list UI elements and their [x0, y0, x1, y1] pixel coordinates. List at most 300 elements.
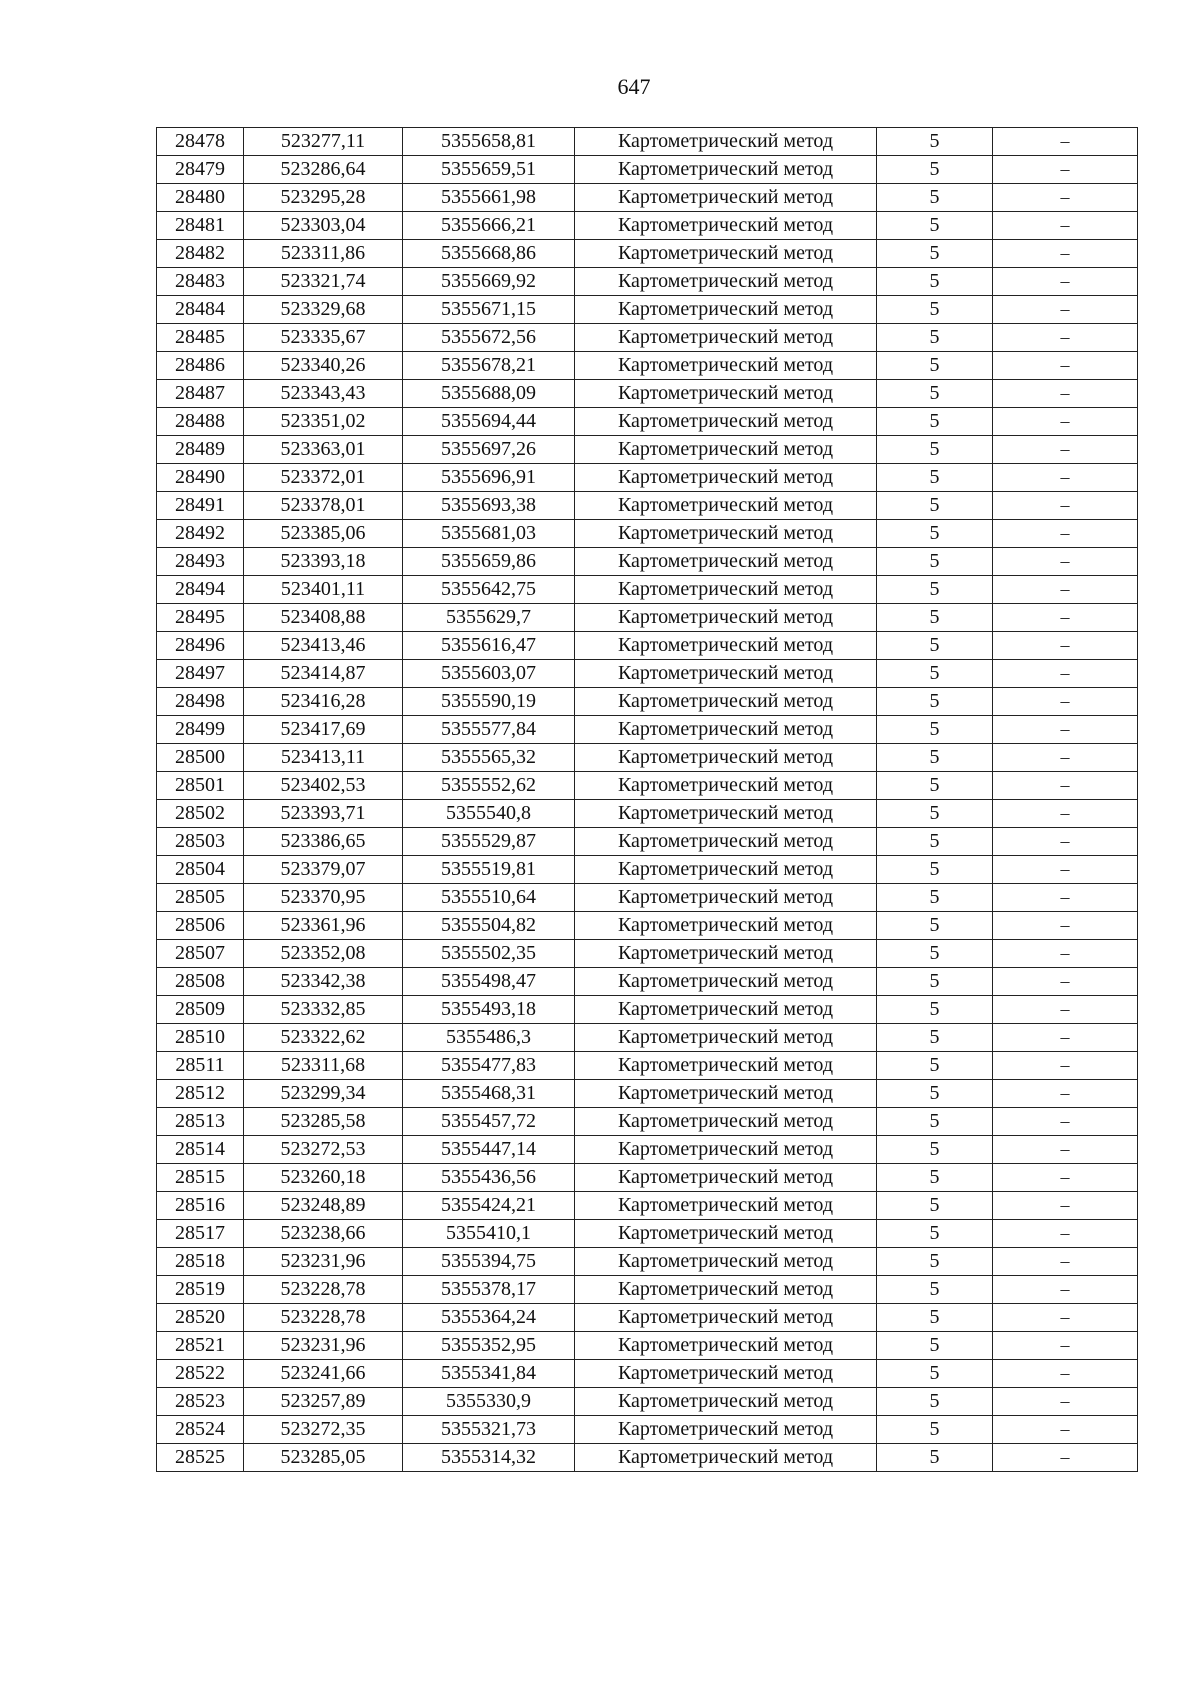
table-row — [157, 1136, 1138, 1164]
x-coordinate-cell: 523311,86 — [244, 240, 403, 268]
x-coordinate-cell: 523257,89 — [244, 1388, 403, 1416]
method-cell: Картометрический метод — [575, 968, 877, 996]
y-coordinate-cell: 5355603,07 — [403, 660, 575, 688]
accuracy-cell: 5 — [877, 1360, 993, 1388]
x-coordinate-cell: 523370,95 — [244, 884, 403, 912]
point-number-cell: 28496 — [157, 632, 244, 660]
point-number-cell: 28481 — [157, 212, 244, 240]
x-coordinate-cell: 523379,07 — [244, 856, 403, 884]
note-cell: – — [993, 1332, 1138, 1360]
note-cell: – — [993, 1416, 1138, 1444]
table-row — [157, 1444, 1138, 1472]
table-row — [157, 1276, 1138, 1304]
table-row — [157, 352, 1138, 380]
note-cell: – — [993, 604, 1138, 632]
accuracy-cell: 5 — [877, 268, 993, 296]
point-number-cell: 28518 — [157, 1248, 244, 1276]
note-cell: – — [993, 1080, 1138, 1108]
x-coordinate-cell: 523401,11 — [244, 576, 403, 604]
note-cell: – — [993, 1276, 1138, 1304]
x-coordinate-cell: 523285,05 — [244, 1444, 403, 1472]
y-coordinate-cell: 5355697,26 — [403, 436, 575, 464]
note-cell: – — [993, 464, 1138, 492]
note-cell: – — [993, 324, 1138, 352]
y-coordinate-cell: 5355436,56 — [403, 1164, 575, 1192]
point-number-cell: 28509 — [157, 996, 244, 1024]
accuracy-cell: 5 — [877, 128, 993, 156]
point-number-cell: 28485 — [157, 324, 244, 352]
point-number-cell: 28505 — [157, 884, 244, 912]
point-number-cell: 28499 — [157, 716, 244, 744]
point-number-cell: 28490 — [157, 464, 244, 492]
note-cell: – — [993, 380, 1138, 408]
point-number-cell: 28507 — [157, 940, 244, 968]
table-row — [157, 856, 1138, 884]
table-row — [157, 492, 1138, 520]
accuracy-cell: 5 — [877, 716, 993, 744]
point-number-cell: 28491 — [157, 492, 244, 520]
method-cell: Картометрический метод — [575, 436, 877, 464]
point-number-cell: 28522 — [157, 1360, 244, 1388]
y-coordinate-cell: 5355659,86 — [403, 548, 575, 576]
accuracy-cell: 5 — [877, 324, 993, 352]
accuracy-cell: 5 — [877, 576, 993, 604]
note-cell: – — [993, 268, 1138, 296]
accuracy-cell: 5 — [877, 912, 993, 940]
note-cell: – — [993, 884, 1138, 912]
table-row — [157, 1108, 1138, 1136]
y-coordinate-cell: 5355616,47 — [403, 632, 575, 660]
point-number-cell: 28517 — [157, 1220, 244, 1248]
method-cell: Картометрический метод — [575, 1136, 877, 1164]
x-coordinate-cell: 523402,53 — [244, 772, 403, 800]
x-coordinate-cell: 523322,62 — [244, 1024, 403, 1052]
table-row — [157, 1024, 1138, 1052]
method-cell: Картометрический метод — [575, 912, 877, 940]
accuracy-cell: 5 — [877, 1080, 993, 1108]
method-cell: Картометрический метод — [575, 1164, 877, 1192]
accuracy-cell: 5 — [877, 632, 993, 660]
table-row — [157, 576, 1138, 604]
accuracy-cell: 5 — [877, 464, 993, 492]
note-cell: – — [993, 436, 1138, 464]
y-coordinate-cell: 5355510,64 — [403, 884, 575, 912]
accuracy-cell: 5 — [877, 1164, 993, 1192]
note-cell: – — [993, 1108, 1138, 1136]
table-row — [157, 240, 1138, 268]
method-cell: Картометрический метод — [575, 352, 877, 380]
method-cell: Картометрический метод — [575, 660, 877, 688]
note-cell: – — [993, 1248, 1138, 1276]
method-cell: Картометрический метод — [575, 688, 877, 716]
accuracy-cell: 5 — [877, 996, 993, 1024]
y-coordinate-cell: 5355540,8 — [403, 800, 575, 828]
x-coordinate-cell: 523286,64 — [244, 156, 403, 184]
point-number-cell: 28511 — [157, 1052, 244, 1080]
accuracy-cell: 5 — [877, 1052, 993, 1080]
x-coordinate-cell: 523332,85 — [244, 996, 403, 1024]
note-cell: – — [993, 240, 1138, 268]
table-row — [157, 128, 1138, 156]
note-cell: – — [993, 716, 1138, 744]
method-cell: Картометрический метод — [575, 1192, 877, 1220]
x-coordinate-cell: 523361,96 — [244, 912, 403, 940]
point-number-cell: 28515 — [157, 1164, 244, 1192]
accuracy-cell: 5 — [877, 772, 993, 800]
y-coordinate-cell: 5355696,91 — [403, 464, 575, 492]
x-coordinate-cell: 523416,28 — [244, 688, 403, 716]
y-coordinate-cell: 5355629,7 — [403, 604, 575, 632]
table-row — [157, 1248, 1138, 1276]
point-number-cell: 28514 — [157, 1136, 244, 1164]
method-cell: Картометрический метод — [575, 128, 877, 156]
x-coordinate-cell: 523386,65 — [244, 828, 403, 856]
x-coordinate-cell: 523335,67 — [244, 324, 403, 352]
y-coordinate-cell: 5355694,44 — [403, 408, 575, 436]
note-cell: – — [993, 1024, 1138, 1052]
accuracy-cell: 5 — [877, 240, 993, 268]
note-cell: – — [993, 576, 1138, 604]
point-number-cell: 28501 — [157, 772, 244, 800]
note-cell: – — [993, 128, 1138, 156]
x-coordinate-cell: 523299,34 — [244, 1080, 403, 1108]
point-number-cell: 28524 — [157, 1416, 244, 1444]
point-number-cell: 28516 — [157, 1192, 244, 1220]
x-coordinate-cell: 523248,89 — [244, 1192, 403, 1220]
method-cell: Картометрический метод — [575, 716, 877, 744]
y-coordinate-cell: 5355577,84 — [403, 716, 575, 744]
method-cell: Картометрический метод — [575, 492, 877, 520]
method-cell: Картометрический метод — [575, 548, 877, 576]
table-row — [157, 408, 1138, 436]
note-cell: – — [993, 1444, 1138, 1472]
table-row — [157, 604, 1138, 632]
x-coordinate-cell: 523231,96 — [244, 1248, 403, 1276]
x-coordinate-cell: 523414,87 — [244, 660, 403, 688]
x-coordinate-cell: 523285,58 — [244, 1108, 403, 1136]
note-cell: – — [993, 492, 1138, 520]
note-cell: – — [993, 1052, 1138, 1080]
method-cell: Картометрический метод — [575, 156, 877, 184]
y-coordinate-cell: 5355590,19 — [403, 688, 575, 716]
method-cell: Картометрический метод — [575, 1360, 877, 1388]
point-number-cell: 28508 — [157, 968, 244, 996]
accuracy-cell: 5 — [877, 492, 993, 520]
method-cell: Картометрический метод — [575, 296, 877, 324]
method-cell: Картометрический метод — [575, 408, 877, 436]
method-cell: Картометрический метод — [575, 884, 877, 912]
method-cell: Картометрический метод — [575, 856, 877, 884]
table-row — [157, 520, 1138, 548]
accuracy-cell: 5 — [877, 352, 993, 380]
method-cell: Картометрический метод — [575, 212, 877, 240]
table-row — [157, 436, 1138, 464]
note-cell: – — [993, 660, 1138, 688]
method-cell: Картометрический метод — [575, 772, 877, 800]
y-coordinate-cell: 5355565,32 — [403, 744, 575, 772]
y-coordinate-cell: 5355642,75 — [403, 576, 575, 604]
table-row — [157, 1192, 1138, 1220]
x-coordinate-cell: 523228,78 — [244, 1276, 403, 1304]
table-row — [157, 688, 1138, 716]
accuracy-cell: 5 — [877, 660, 993, 688]
x-coordinate-cell: 523329,68 — [244, 296, 403, 324]
table-row — [157, 1360, 1138, 1388]
accuracy-cell: 5 — [877, 408, 993, 436]
y-coordinate-cell: 5355658,81 — [403, 128, 575, 156]
table-row — [157, 716, 1138, 744]
method-cell: Картометрический метод — [575, 380, 877, 408]
x-coordinate-cell: 523413,11 — [244, 744, 403, 772]
method-cell: Картометрический метод — [575, 828, 877, 856]
note-cell: – — [993, 968, 1138, 996]
note-cell: – — [993, 828, 1138, 856]
y-coordinate-cell: 5355321,73 — [403, 1416, 575, 1444]
x-coordinate-cell: 523228,78 — [244, 1304, 403, 1332]
accuracy-cell: 5 — [877, 1416, 993, 1444]
coordinates-table — [156, 127, 1138, 1472]
point-number-cell: 28520 — [157, 1304, 244, 1332]
y-coordinate-cell: 5355678,21 — [403, 352, 575, 380]
accuracy-cell: 5 — [877, 1108, 993, 1136]
y-coordinate-cell: 5355688,09 — [403, 380, 575, 408]
point-number-cell: 28489 — [157, 436, 244, 464]
accuracy-cell: 5 — [877, 1388, 993, 1416]
y-coordinate-cell: 5355493,18 — [403, 996, 575, 1024]
note-cell: – — [993, 856, 1138, 884]
table-row — [157, 1164, 1138, 1192]
x-coordinate-cell: 523393,18 — [244, 548, 403, 576]
accuracy-cell: 5 — [877, 1024, 993, 1052]
y-coordinate-cell: 5355661,98 — [403, 184, 575, 212]
table-row — [157, 632, 1138, 660]
x-coordinate-cell: 523343,43 — [244, 380, 403, 408]
x-coordinate-cell: 523363,01 — [244, 436, 403, 464]
y-coordinate-cell: 5355504,82 — [403, 912, 575, 940]
y-coordinate-cell: 5355341,84 — [403, 1360, 575, 1388]
note-cell: – — [993, 1304, 1138, 1332]
accuracy-cell: 5 — [877, 548, 993, 576]
method-cell: Картометрический метод — [575, 1388, 877, 1416]
table-row — [157, 548, 1138, 576]
note-cell: – — [993, 1164, 1138, 1192]
x-coordinate-cell: 523272,35 — [244, 1416, 403, 1444]
accuracy-cell: 5 — [877, 1444, 993, 1472]
method-cell: Картометрический метод — [575, 632, 877, 660]
note-cell: – — [993, 1192, 1138, 1220]
note-cell: – — [993, 184, 1138, 212]
point-number-cell: 28478 — [157, 128, 244, 156]
table-row — [157, 912, 1138, 940]
table-row — [157, 1080, 1138, 1108]
x-coordinate-cell: 523272,53 — [244, 1136, 403, 1164]
x-coordinate-cell: 523260,18 — [244, 1164, 403, 1192]
y-coordinate-cell: 5355502,35 — [403, 940, 575, 968]
y-coordinate-cell: 5355669,92 — [403, 268, 575, 296]
note-cell: – — [993, 1388, 1138, 1416]
method-cell: Картометрический метод — [575, 1276, 877, 1304]
x-coordinate-cell: 523408,88 — [244, 604, 403, 632]
y-coordinate-cell: 5355666,21 — [403, 212, 575, 240]
note-cell: – — [993, 688, 1138, 716]
table-row — [157, 968, 1138, 996]
method-cell: Картометрический метод — [575, 1304, 877, 1332]
table-row — [157, 380, 1138, 408]
accuracy-cell: 5 — [877, 1304, 993, 1332]
point-number-cell: 28479 — [157, 156, 244, 184]
y-coordinate-cell: 5355519,81 — [403, 856, 575, 884]
accuracy-cell: 5 — [877, 380, 993, 408]
point-number-cell: 28497 — [157, 660, 244, 688]
x-coordinate-cell: 523417,69 — [244, 716, 403, 744]
point-number-cell: 28498 — [157, 688, 244, 716]
accuracy-cell: 5 — [877, 884, 993, 912]
x-coordinate-cell: 523311,68 — [244, 1052, 403, 1080]
x-coordinate-cell: 523385,06 — [244, 520, 403, 548]
accuracy-cell: 5 — [877, 212, 993, 240]
accuracy-cell: 5 — [877, 828, 993, 856]
method-cell: Картометрический метод — [575, 324, 877, 352]
x-coordinate-cell: 523378,01 — [244, 492, 403, 520]
table-row — [157, 800, 1138, 828]
accuracy-cell: 5 — [877, 1332, 993, 1360]
y-coordinate-cell: 5355394,75 — [403, 1248, 575, 1276]
y-coordinate-cell: 5355447,14 — [403, 1136, 575, 1164]
accuracy-cell: 5 — [877, 604, 993, 632]
table-row — [157, 828, 1138, 856]
page-number: 647 — [617, 74, 651, 99]
note-cell: – — [993, 1136, 1138, 1164]
accuracy-cell: 5 — [877, 1220, 993, 1248]
point-number-cell: 28480 — [157, 184, 244, 212]
table-row — [157, 212, 1138, 240]
method-cell: Картометрический метод — [575, 996, 877, 1024]
note-cell: – — [993, 996, 1138, 1024]
accuracy-cell: 5 — [877, 1248, 993, 1276]
table-row — [157, 268, 1138, 296]
table-row — [157, 660, 1138, 688]
y-coordinate-cell: 5355668,86 — [403, 240, 575, 268]
method-cell: Картометрический метод — [575, 1080, 877, 1108]
table-row — [157, 184, 1138, 212]
y-coordinate-cell: 5355352,95 — [403, 1332, 575, 1360]
point-number-cell: 28483 — [157, 268, 244, 296]
y-coordinate-cell: 5355330,9 — [403, 1388, 575, 1416]
accuracy-cell: 5 — [877, 156, 993, 184]
y-coordinate-cell: 5355659,51 — [403, 156, 575, 184]
table-row — [157, 940, 1138, 968]
table-row — [157, 464, 1138, 492]
point-number-cell: 28525 — [157, 1444, 244, 1472]
accuracy-cell: 5 — [877, 436, 993, 464]
x-coordinate-cell: 523351,02 — [244, 408, 403, 436]
x-coordinate-cell: 523413,46 — [244, 632, 403, 660]
y-coordinate-cell: 5355457,72 — [403, 1108, 575, 1136]
point-number-cell: 28521 — [157, 1332, 244, 1360]
method-cell: Картометрический метод — [575, 1248, 877, 1276]
method-cell: Картометрический метод — [575, 576, 877, 604]
method-cell: Картометрический метод — [575, 1108, 877, 1136]
x-coordinate-cell: 523393,71 — [244, 800, 403, 828]
point-number-cell: 28494 — [157, 576, 244, 604]
note-cell: – — [993, 940, 1138, 968]
y-coordinate-cell: 5355477,83 — [403, 1052, 575, 1080]
y-coordinate-cell: 5355671,15 — [403, 296, 575, 324]
point-number-cell: 28500 — [157, 744, 244, 772]
y-coordinate-cell: 5355314,32 — [403, 1444, 575, 1472]
method-cell: Картометрический метод — [575, 1416, 877, 1444]
x-coordinate-cell: 523342,38 — [244, 968, 403, 996]
table-row — [157, 1332, 1138, 1360]
x-coordinate-cell: 523352,08 — [244, 940, 403, 968]
method-cell: Картометрический метод — [575, 520, 877, 548]
x-coordinate-cell: 523295,28 — [244, 184, 403, 212]
method-cell: Картометрический метод — [575, 1332, 877, 1360]
y-coordinate-cell: 5355672,56 — [403, 324, 575, 352]
table-row — [157, 1416, 1138, 1444]
point-number-cell: 28502 — [157, 800, 244, 828]
note-cell: – — [993, 1220, 1138, 1248]
x-coordinate-cell: 523238,66 — [244, 1220, 403, 1248]
point-number-cell: 28513 — [157, 1108, 244, 1136]
point-number-cell: 28523 — [157, 1388, 244, 1416]
x-coordinate-cell: 523321,74 — [244, 268, 403, 296]
x-coordinate-cell: 523303,04 — [244, 212, 403, 240]
accuracy-cell: 5 — [877, 856, 993, 884]
table-row — [157, 884, 1138, 912]
point-number-cell: 28482 — [157, 240, 244, 268]
x-coordinate-cell: 523372,01 — [244, 464, 403, 492]
table-row — [157, 1220, 1138, 1248]
table-row — [157, 156, 1138, 184]
x-coordinate-cell: 523231,96 — [244, 1332, 403, 1360]
x-coordinate-cell: 523277,11 — [244, 128, 403, 156]
point-number-cell: 28487 — [157, 380, 244, 408]
table-row — [157, 324, 1138, 352]
method-cell: Картометрический метод — [575, 940, 877, 968]
y-coordinate-cell: 5355498,47 — [403, 968, 575, 996]
point-number-cell: 28493 — [157, 548, 244, 576]
point-number-cell: 28506 — [157, 912, 244, 940]
method-cell: Картометрический метод — [575, 268, 877, 296]
method-cell: Картометрический метод — [575, 240, 877, 268]
point-number-cell: 28492 — [157, 520, 244, 548]
point-number-cell: 28510 — [157, 1024, 244, 1052]
method-cell: Картометрический метод — [575, 1220, 877, 1248]
y-coordinate-cell: 5355529,87 — [403, 828, 575, 856]
note-cell: – — [993, 520, 1138, 548]
accuracy-cell: 5 — [877, 1136, 993, 1164]
accuracy-cell: 5 — [877, 940, 993, 968]
y-coordinate-cell: 5355364,24 — [403, 1304, 575, 1332]
y-coordinate-cell: 5355552,62 — [403, 772, 575, 800]
note-cell: – — [993, 800, 1138, 828]
point-number-cell: 28504 — [157, 856, 244, 884]
note-cell: – — [993, 1360, 1138, 1388]
point-number-cell: 28488 — [157, 408, 244, 436]
y-coordinate-cell: 5355693,38 — [403, 492, 575, 520]
note-cell: – — [993, 772, 1138, 800]
accuracy-cell: 5 — [877, 1276, 993, 1304]
note-cell: – — [993, 632, 1138, 660]
point-number-cell: 28486 — [157, 352, 244, 380]
note-cell: – — [993, 912, 1138, 940]
note-cell: – — [993, 408, 1138, 436]
method-cell: Картометрический метод — [575, 464, 877, 492]
table-row — [157, 1304, 1138, 1332]
table-row — [157, 744, 1138, 772]
accuracy-cell: 5 — [877, 744, 993, 772]
